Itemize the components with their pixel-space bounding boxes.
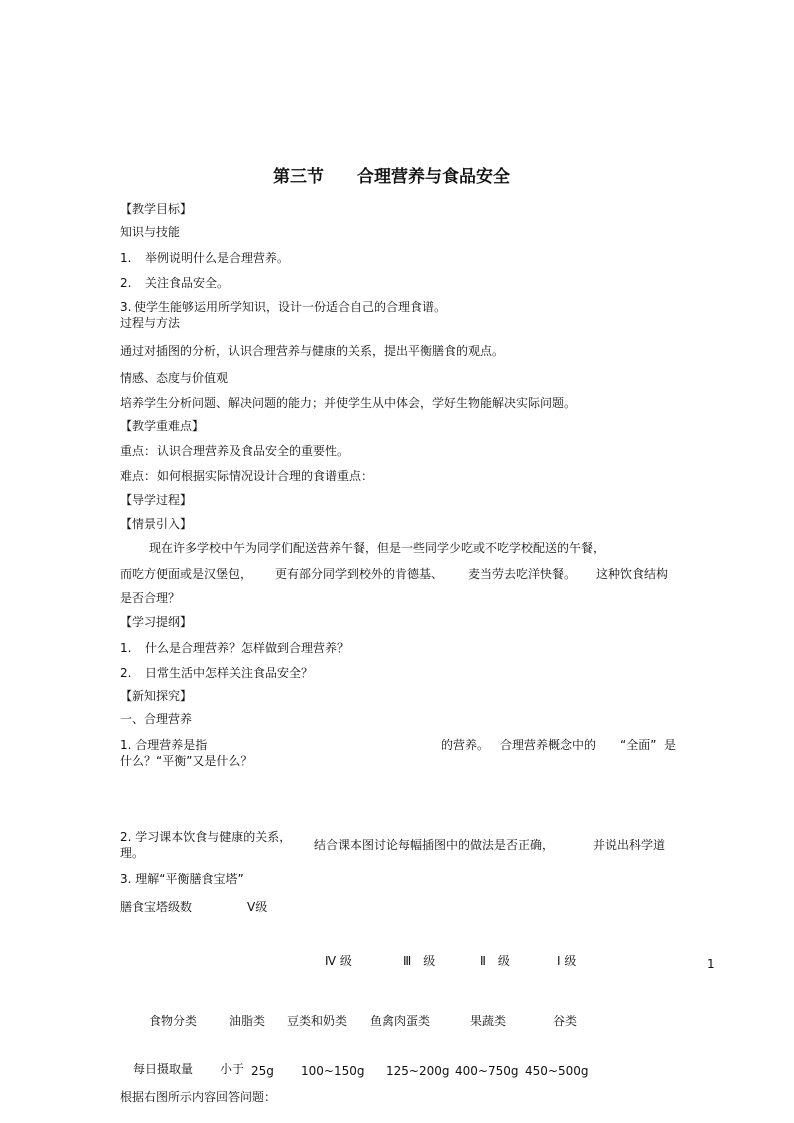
food-category-label: 食物分类 — [149, 1014, 198, 1028]
objective-3-text: 使学生能够运用所学知识，设计一份适合自己的合理食谱。 — [134, 300, 447, 314]
pyramid-level-4: Ⅳ 级 — [325, 954, 352, 968]
process-heading: 过程与方法 — [120, 316, 181, 330]
daily-intake-label: 每日摄取量 — [133, 1062, 194, 1076]
pyramid-level-label: 膳食宝塔级数 — [120, 900, 193, 914]
difficulty-label: 难点： — [120, 469, 157, 483]
difficulty-text: 如何根据实际情况设计合理的食谱重点： — [157, 469, 374, 483]
intro-line-2-part-3: 麦当劳去吃洋快餐。 — [468, 567, 577, 581]
outline-heading: 【学习提纲】 — [120, 615, 193, 629]
pyramid-level-1: Ⅰ 级 — [557, 954, 577, 968]
closing-instruction: 根据右图所示内容回答问题： — [120, 1090, 277, 1104]
attitude-heading: 情感、态度与价值观 — [120, 371, 229, 385]
objective-3-number: 3. — [120, 300, 132, 314]
daily-intake-beans-milk: 100~150g — [301, 1064, 365, 1078]
question-3: 3. 理解“平衡膳食宝塔” — [120, 872, 244, 886]
intro-line-3: 是否合理？ — [120, 591, 181, 605]
objective-2-text: 关注食品安全。 — [145, 276, 230, 290]
daily-intake-grains: 450~500g — [525, 1064, 589, 1078]
page-number: 1 — [707, 957, 715, 971]
explore-heading: 【新知探究】 — [120, 689, 193, 703]
intro-heading: 【情景引入】 — [120, 517, 193, 531]
question-1-mid: 的营养。 — [441, 738, 490, 752]
question-1-concept: 合理营养概念中的 — [500, 738, 597, 752]
food-category-fruits-vegetables: 果蔬类 — [470, 1014, 507, 1028]
daily-intake-oils: 25g — [251, 1064, 274, 1078]
pyramid-level-3: Ⅲ 级 — [403, 954, 436, 968]
intro-line-2-part-4: 这种饮食结构 — [596, 567, 669, 581]
pyramid-level-2: Ⅱ 级 — [480, 954, 510, 968]
section-number: 第三节 — [273, 167, 324, 187]
daily-intake-prefix: 小于 — [220, 1062, 245, 1076]
question-1-shi: 是 — [664, 738, 677, 752]
outline-1-text: 什么是合理营养？怎样做到合理营养？ — [145, 641, 350, 655]
objective-1-text: 举例说明什么是合理营养。 — [145, 251, 290, 265]
question-2-mid: 结合课本图讨论每幅插图中的做法是否正确， — [314, 838, 555, 852]
objectives-heading: 【教学目标】 — [120, 202, 193, 216]
knowledge-heading: 知识与技能 — [120, 225, 181, 239]
question-1-line-2: 什么？“平衡”又是什么？ — [120, 754, 253, 768]
objective-1-number: 1. — [120, 251, 132, 265]
question-2-line-2: 理。 — [120, 846, 145, 860]
food-category-beans-milk: 豆类和奶类 — [287, 1014, 348, 1028]
key-points-heading: 【教学重难点】 — [120, 419, 205, 433]
food-category-oils: 油脂类 — [229, 1014, 266, 1028]
outline-2-number: 2. — [120, 666, 132, 680]
objective-2-number: 2. — [120, 276, 132, 290]
food-category-fish-meat-eggs: 鱼禽肉蛋类 — [370, 1014, 431, 1028]
process-text: 通过对插图的分析，认识合理营养与健康的关系，提出平衡膳食的观点。 — [120, 344, 505, 358]
question-2-end: 并说出科学道 — [593, 838, 666, 852]
daily-intake-fish-meat-eggs: 125~200g — [386, 1064, 450, 1078]
intro-line-2-part-1: 而吃方便面或是汉堡包， — [120, 567, 253, 581]
food-category-grains: 谷类 — [553, 1014, 578, 1028]
daily-intake-fruits-vegetables: 400~750g — [455, 1064, 519, 1078]
question-1-start: 1. 合理营养是指 — [120, 738, 208, 752]
intro-line-1: 现在许多学校中午为同学们配送营养午餐，但是一些同学少吃或不吃学校配送的午餐， — [149, 541, 606, 555]
pyramid-level-5: Ⅴ级 — [247, 900, 268, 914]
outline-2-text: 日常生活中怎样关注食品安全？ — [145, 666, 314, 680]
key-point-text: 认识合理营养及食品安全的重要性。 — [157, 444, 350, 458]
page-title: 合理营养与食品安全 — [357, 167, 510, 187]
part-one-heading: 一、合理营养 — [120, 712, 193, 726]
attitude-text: 培养学生分析问题、解决问题的能力；并使学生从中体会，学好生物能解决实际问题。 — [120, 396, 577, 410]
intro-line-2-part-2: 更有部分同学到校外的肯德基、 — [275, 567, 444, 581]
question-1-quanmian: “全面” — [620, 738, 657, 752]
outline-1-number: 1. — [120, 641, 132, 655]
key-point-label: 重点： — [120, 444, 157, 458]
question-2-start: 2. 学习课本饮食与健康的关系， — [120, 830, 292, 844]
guide-heading: 【导学过程】 — [120, 493, 193, 507]
